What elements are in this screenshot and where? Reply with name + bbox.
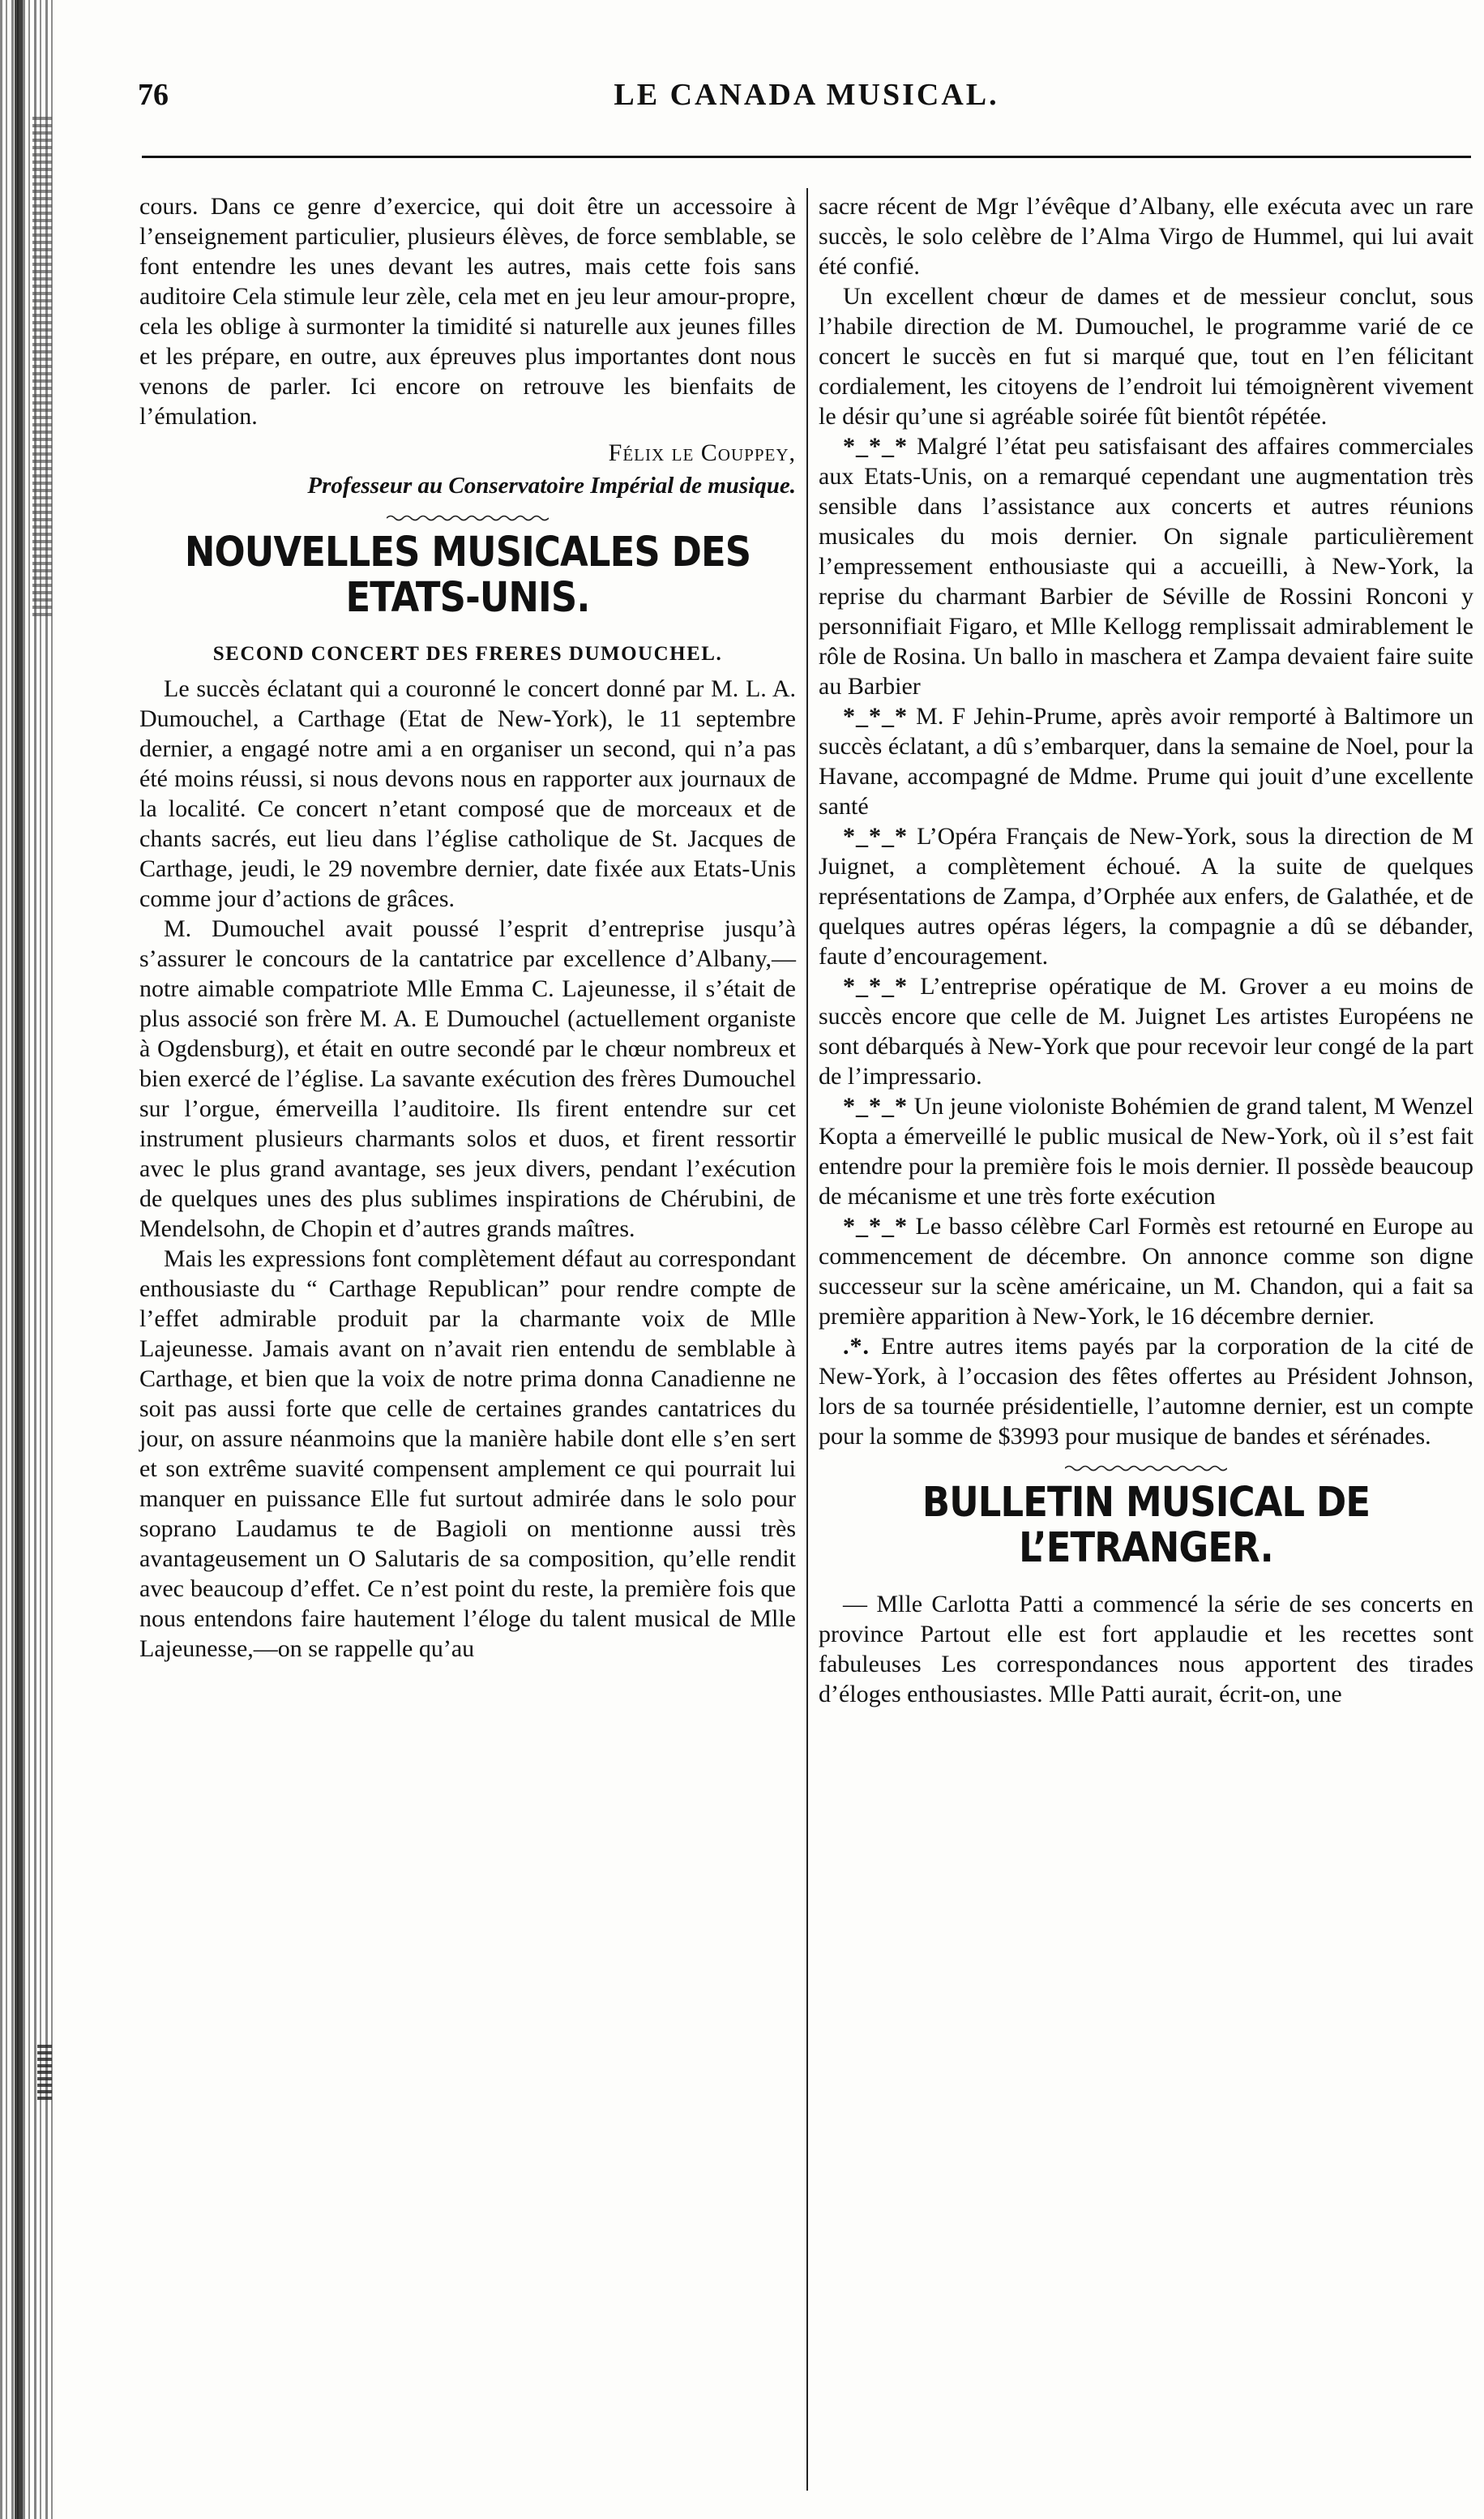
bulletin-paragraph: — Mlle Carlotta Patti a commencé la série de ses concerts en province Partout elle est fort applaudie et les recettes sont fabuleuses Les correspondances nous apportent des tirades d’éloges enthousiastes. Mlle Patti aurait, écrit-on, une: [819, 1591, 1473, 1707]
header-rule: [142, 156, 1471, 158]
news-item: [819, 1331, 1473, 1451]
right-column: [819, 191, 1473, 1709]
news-item: [819, 431, 1473, 701]
news-text: M. F Jehin-Prume, après avoir remporté à Baltimore un succès éclatant, a dû s’embarquer, dans la semaine de Noel, pour la Havane, accompagné de Mdme. Prume qui jouit d’une excellente santé: [819, 703, 1473, 820]
section-title-etats-unis: NOUVELLES MUSICALES DES ETATS-UNIS.: [184, 529, 751, 622]
article-paragraph-1: Le succès éclatant qui a couronné le concert donné par M. L. A. Dumouchel, a Carthage (Etat de New-York), le 11 septembre dernier, a engagé notre ami a en organiser un second, qui n’a pas été moins réussi, si nous devons nous en rapporter aux journaux de la localité. Ce concert n’etant composé que de morceaux et de chants sacrés, eut lieu dans l’église catholique de St. Jacques de Carthage, jeudi, le 29 novembre dernier, date fixée aux Etats-Unis comme jour d’actions de grâces.: [139, 675, 796, 912]
article-paragraph-3: Mais les expressions font complètement défaut au correspondant enthousiaste du “ Carthage Republican” pour rendre compte de l’effet admirable produit par la charmante voix de Mlle Lajeunesse. Jamais avant on n’avait rien entendu de semblable à Carthage, et bien que la voix de notre prima donna Canadienne ne soit pas aussi forte que celle de certaines grandes cantatrices du jour, on assure néanmoins que la manière habile dont elle s’en sert et son extrême suavité compensent amplement ce qui pourrait lui manquer en puissance Elle fut surtout admirée dans le solo pour soprano Laudamus te de Bagioli on mentionne aussi très avantageusement un O Salutaris de sa composition, qu’elle rendit avec beaucoup d’effet. Ce n’est point du reste, la première fois que nous entendons faire hautement l’éloge du talent musical de Mlle Lajeunesse,—on se rappelle qu’au: [139, 1245, 796, 1662]
subsection-title-dumouchel: SECOND CONCERT DES FRERES DUMOUCHEL.: [212, 643, 723, 665]
opening-paragraph: cours. Dans ce genre d’exercice, qui doit être un accessoire à l’enseignement particulier, plusieurs élèves, de force semblable, se font entendre les unes devant les autres, mais cette fois sans auditoire Cela stimule leur zèle, cela met en jeu leur amour-propre, cela les oblige à surmonter la timidité si naturelle aux jeunes filles et les prépare, en outre, aux épreuves plus importantes dont nous venons de parler. Ici encore on retrouve les bienfaits de l’émulation.: [139, 193, 796, 430]
article-paragraph-2: M. Dumouchel avait poussé l’esprit d’entreprise jusqu’à s’assurer le concours de la cantatrice par excellence d’Albany,—notre aimable compatriote Mlle Emma C. Lajeunesse, il s’était de plus associé son frère M. A. E Dumouchel (actuellement organiste à Ogdensburg), et était en outre secondé par le chœur nombreux et bien exercé de l’église. La savante exécution des frères Dumouchel sur l’orgue, émerveilla l’auditoire. Ils firent entendre sur cet instrument plusieurs charmants solos et duos, et firent ressortir avec le plus grand avantage, ses jeux divers, pendant l’exécution de quelques unes des plus sublimes inspirations de Chérubini, de Mendelsohn, de Chopin et d’autres grands maîtres.: [139, 915, 796, 1242]
section-title-etranger: BULLETIN MUSICAL DE L’ETRANGER.: [922, 1479, 1371, 1572]
news-text: Entre autres items payés par la corporation de la cité de New-York, à l’occasion des fêtes offertes au Président Johnson, lors de sa tournée présidentielle, l’automne dernier, est un compte pour la somme de $3993 pour musique de bandes et sérénades.: [819, 1333, 1474, 1450]
binding-marks-bottom: [37, 2043, 52, 2100]
binding-marks-top: [32, 114, 52, 616]
left-column: [139, 191, 796, 1664]
author-affiliation: Professeur au Conservatoire Impérial de musique.: [307, 473, 796, 499]
news-item: [819, 821, 1473, 971]
news-marker: *_*_*: [843, 703, 908, 730]
news-item: [819, 971, 1473, 1091]
news-item: [819, 1211, 1473, 1331]
news-marker: *_*_*: [843, 973, 908, 1000]
news-text: Le basso célèbre Carl Formès est retourné en Europe au commencement de décembre. On annonce comme son digne successeur sur la scène américaine, un M. Chandon, qui a fait sa première apparition à New-York, le 16 décembre dernier.: [819, 1213, 1474, 1330]
news-marker: *_*_*: [843, 1213, 908, 1240]
article-paragraph-4: Un excellent chœur de dames et de messieur conclut, sous l’habile direction de M. Dumouchel, le programme varié de ce concert le succès en fut si marqué que, tout en l’en félicitant cordialement, les citoyens de l’endroit lui témoignèrent vivement le désir qu’une si agréable soirée fût bientôt répétée.: [819, 283, 1473, 430]
news-text: Un jeune violoniste Bohémien de grand talent, M Wenzel Kopta a émerveillé le public musical de New-York, où il s’est fait entendre pour la première fois le mois dernier. Il possède beaucoup de mécanisme et une très forte exécution: [819, 1093, 1474, 1210]
running-title: LE CANADA MUSICAL.: [614, 78, 999, 112]
news-item: [819, 1091, 1473, 1211]
news-text: L’entreprise opératique de M. Grover a eu moins de succès encore que celle de M. Juignet Les artistes Européens ne sont débarqués à New-York que pour recevoir leur congé de la part de l’impressario.: [819, 973, 1473, 1090]
news-text: Malgré l’état peu satisfaisant des affaires commerciales aux Etats-Unis, on a remarqué cependant une augmentation très sensible dans l’assistance aux concerts et autres réunions musicales du mois dernier. On signale particulièrement l’empressement enthousiaste qui a accueilli, à New-York, la reprise du charmant Barbier de Séville de Rossini Ronconi y personnifiait Figaro, et Mlle Kellogg remplissait admirablement le rôle de Rosina. Un ballo in maschera et Zampa devaient faire suite au Barbier: [819, 433, 1473, 700]
continued-paragraph: sacre récent de Mgr l’évêque d’Albany, elle exécuta avec un rare succès, le solo celèbre de l’Alma Virgo de Hummel, qui lui avait été confié.: [819, 193, 1473, 280]
author-signature: Félix le Couppey,: [608, 439, 796, 466]
binding-spine-line: [15, 0, 23, 2519]
news-marker: *_*_*: [843, 433, 908, 460]
news-marker: *_*_*: [843, 823, 908, 850]
wavy-divider: [1065, 1464, 1227, 1472]
news-marker: .*.: [843, 1333, 870, 1360]
column-rule: [806, 188, 808, 2491]
wavy-divider: [387, 514, 549, 522]
page-number: 76: [138, 78, 169, 112]
news-marker: *_*_*: [843, 1093, 908, 1120]
page-header: [138, 77, 1475, 126]
news-item: [819, 701, 1473, 821]
news-text: L’Opéra Français de New-York, sous la direction de M Juignet, a complètement échoué. A la suite de quelques représentations de Zampa, d’Orphée aux enfers, de Galathée, et de quelques autres opéras légers, la compagnie a dû se débander, faute d’encouragement.: [819, 823, 1474, 970]
